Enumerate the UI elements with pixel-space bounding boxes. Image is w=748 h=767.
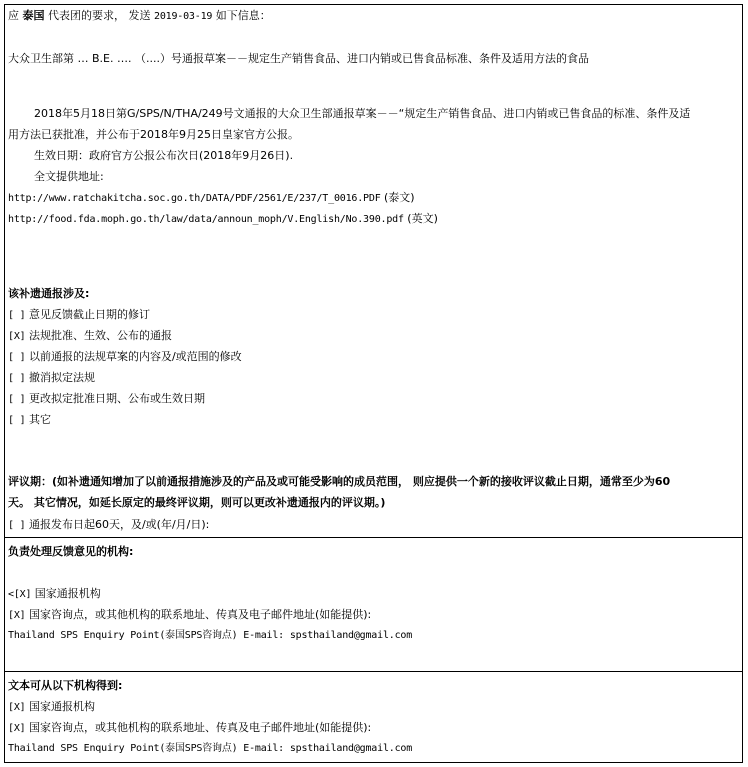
checkbox-unchecked[interactable]: [ ] [8, 520, 26, 531]
fulltext-label: 全文提供地址: [34, 170, 104, 183]
url-eng-link[interactable]: http://food.fda.moph.go.th/law/data/announ_moph/V.English/No.390.pdf [8, 214, 404, 225]
option-label: 国家通报机构 [28, 700, 95, 713]
option-label: 通报发布日起60天，及/或(年/月/日): [28, 518, 210, 531]
option-label: 以前通报的法规草案的内容及/或范围的修改 [28, 350, 242, 363]
comment-period-line-2: 天。 其它情况，如延长原定的最终评议期，则可以更改补遗通报内的评议期。) [8, 496, 386, 509]
option-label: 国家通报机构 [34, 587, 101, 600]
url-thai-line [8, 190, 415, 207]
header-suffix: 如下信息： [215, 9, 271, 22]
section-divider-2 [4, 671, 743, 672]
agency-comments-contact: Thailand SPS Enquiry Point(泰国SPS咨询点) E-mail: spsthailand@gmail.com [8, 630, 413, 641]
para-line-2: 用方法已获批准，并公布于2018年9月25日皇家官方公报。 [8, 128, 299, 141]
agency-comments-item [8, 586, 101, 603]
checkbox-unchecked[interactable]: [ ] [8, 352, 26, 363]
addendum-option [8, 307, 150, 324]
checkbox-checked[interactable]: <[X] [8, 589, 32, 600]
option-label: 意见反馈截止日期的修订 [28, 308, 150, 321]
option-label: 国家咨询点，或其他机构的联系地址、传真及电子邮件地址(如能提供): [28, 608, 372, 621]
checkbox-unchecked[interactable]: [ ] [8, 394, 26, 405]
agency-comments-item [8, 607, 371, 624]
addendum-option [8, 349, 242, 366]
addendum-option [8, 391, 205, 408]
header-middle: 代表团的要求， 发送 [48, 9, 151, 22]
text-available-contact: Thailand SPS Enquiry Point(泰国SPS咨询点) E-mail: spsthailand@gmail.com [8, 743, 413, 754]
url-thai-link[interactable]: http://www.ratchakitcha.soc.go.th/DATA/PDF/2561/E/237/T_0016.PDF [8, 193, 381, 204]
option-label: 撤消拟定法规 [28, 371, 95, 384]
header-line [8, 8, 271, 25]
option-label: 法规批准、生效、公布的通报 [28, 329, 172, 342]
addendum-option [8, 370, 95, 387]
checkbox-checked[interactable]: [X] [8, 702, 26, 713]
url-eng-line [8, 211, 438, 228]
comment-period-option [8, 517, 209, 534]
comment-period-line-1: 评议期：(如补遗通知增加了以前通报措施涉及的产品及或可能受影响的成员范围， 则应提供一个新的接收评议截止日期，通常至少为60 [8, 475, 671, 488]
option-label: 其它 [28, 413, 51, 426]
doc-title: 大众卫生部第 … B.E. …. （....）号通报草案－－规定生产销售食品、进口内销或已售食品标准、条件及适用方法的食品 [8, 52, 589, 65]
url-eng-lang: (英文) [407, 212, 438, 225]
option-label: 国家咨询点，或其他机构的联系地址、传真及电子邮件地址(如能提供): [28, 721, 372, 734]
effective-date: 生效日期：政府官方公报公布次日(2018年9月26日). [34, 149, 294, 162]
header-prefix: 应 [8, 9, 19, 22]
option-label: 更改拟定批准日期、公布或生效日期 [28, 392, 205, 405]
checkbox-checked[interactable]: [X] [8, 723, 26, 734]
checkbox-unchecked[interactable]: [ ] [8, 415, 26, 426]
checkbox-unchecked[interactable]: [ ] [8, 373, 26, 384]
para-line-1: 2018年5月18日第G/SPS/N/THA/249号文通报的大众卫生部通报草案－－“规定生产销售食品、进口内销或已售食品的标准、条件及适 [34, 107, 691, 120]
checkbox-checked[interactable]: [X] [8, 610, 26, 621]
url-thai-lang: (泰文) [384, 191, 415, 204]
header-country: 泰国 [22, 9, 45, 22]
text-available-heading: 文本可从以下机构得到: [8, 679, 123, 692]
agency-comments-heading: 负责处理反馈意见的机构: [8, 545, 134, 558]
checkbox-unchecked[interactable]: [ ] [8, 310, 26, 321]
text-available-item [8, 720, 371, 737]
checkbox-checked[interactable]: [X] [8, 331, 26, 342]
header-date: 2019-03-19 [154, 11, 213, 22]
section-divider-1 [4, 537, 743, 538]
addendum-option [8, 328, 172, 345]
text-available-item [8, 699, 95, 716]
addendum-heading: 该补遗通报涉及: [8, 287, 90, 300]
addendum-option [8, 412, 51, 429]
